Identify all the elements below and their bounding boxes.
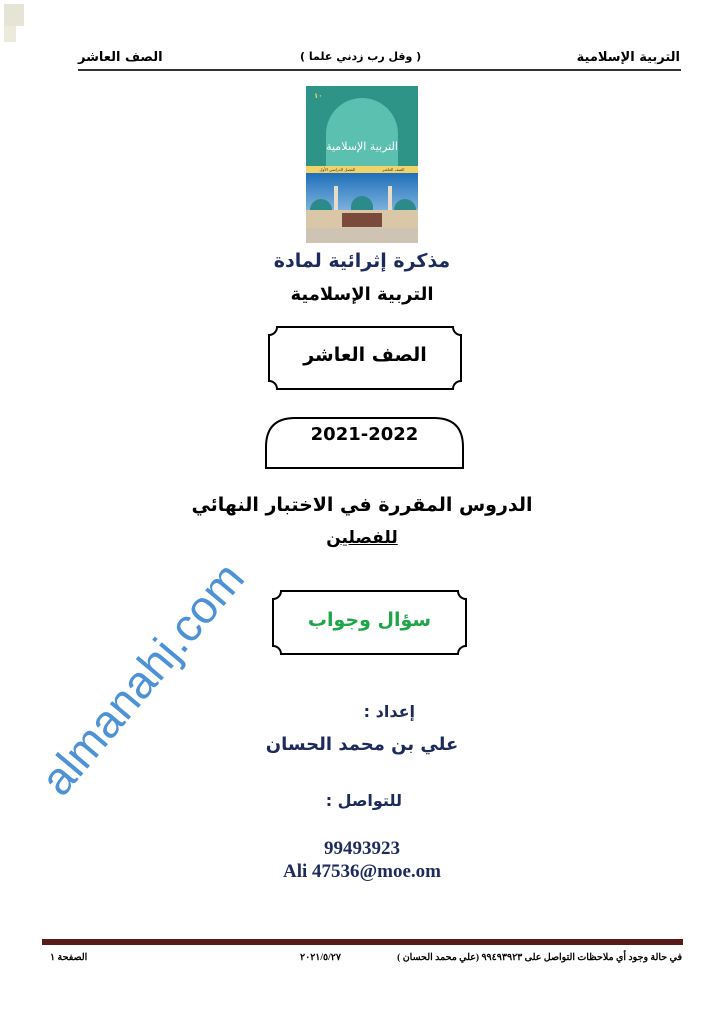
cover-grade: الصف العاشر [382,167,405,172]
contact-label: للتواصل : [325,791,402,810]
lessons-title: الدروس المقررة في الاختبار النهائي [191,494,533,516]
page-number: الصفحة ١ [50,953,88,963]
phone-number: 99493923 [324,838,400,859]
email-address: Ali 47536@moe.om [282,861,442,882]
year-box: 2021-2022 [310,424,419,445]
booklet-title: مذكرة إثرائية لمادة [273,250,451,272]
qa-box: سؤال وجواب [307,609,432,631]
site-logo [2,2,52,44]
prepared-label: إعداد : [363,702,415,721]
header-verse: ( وقل رب زدني علما ) [300,50,422,63]
book-cover-image [306,86,418,243]
footer-note: في حالة وجود أي ملاحظات التواصل على ٩٩٤٩٣٩٢٣ (علي محمد الحسان ) [397,953,682,963]
author-name: علي بن محمد الحسان [265,734,459,755]
lessons-subtitle: للفصلين [326,528,398,548]
subject-title: التربية الإسلامية [290,284,434,305]
cover-badge: ١٠ [314,92,323,100]
cover-semester: الفصل الدراسي الأول [319,167,356,172]
watermark: almanahj.com [30,552,254,805]
header-divider [78,69,681,71]
header-subject: التربية الإسلامية [576,50,680,65]
footer-divider [42,939,683,945]
grade-box: الصف العاشر [303,344,427,366]
header-grade: الصف العاشر [78,50,163,65]
cover-title: التربية الإسلامية [326,140,398,153]
footer-date: ٢٠٢١/٥/٢٧ [300,953,341,963]
